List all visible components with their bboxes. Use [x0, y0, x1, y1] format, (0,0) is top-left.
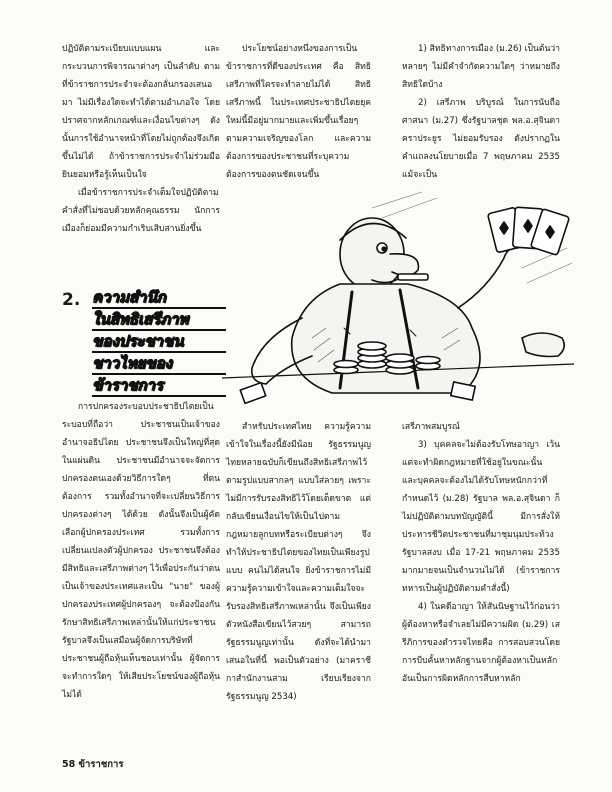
cartoon-illustration	[222, 188, 574, 410]
section-title-line: ข้าราชการ	[92, 376, 226, 397]
list-item: 3) บุคคลจะไม่ต้องรับโทษอาญา เว้นแต่จะทำผิดกฎหมายที่ใช้อยู่ในขณะนั้น และบุคคลจะต้องไม่ได้รับโทษหนักกว่าที่กำหนดไว้ (ม.28) รัฐบาล พล.อ.สุจินดา ก็ไม่ปฏิบัติตามบทบัญญัตินี้ มีการสั่งให้ประหารชีวิตประชาชนที่มาชุมนุมประท้วงรัฐบาลสงบ เมื่อ 17-21 พฤษภาคม 2535 มากมายจนเป็นจำนวนไม่ได้ (ข้าราชการทหารเป็นผู้ปฏิบัติตามคำสั่งนี้)	[402, 440, 560, 594]
list-item: 4) ในคดีอาญา ให้สันนิษฐานไว้ก่อนว่า ผู้ต้องหาหรือจำเลยไม่มีความผิด (ม.29) เสรีภิการของตำรวจไทยคือ การสอบสวนโดยการบีบคั้นหาหลักฐานจากผู้ต้องหาเป็นหลัก อันเป็นการผิดหลักการสืบหาหลัก	[402, 602, 560, 684]
page-footer	[62, 757, 123, 772]
hand-icon	[522, 333, 564, 357]
playing-cards-icon	[488, 207, 570, 255]
section-title-line: ความสำนึก	[92, 288, 226, 309]
column-top-middle	[226, 40, 371, 184]
paragraph-lead: เสรีภาพสมบูรณ์	[402, 422, 460, 432]
section-number: 2.	[62, 290, 81, 310]
paragraph: การปกครองระบอบประชาธิปไตยเป็นระบอบที่ถือว่า ประชาชนเป็นเจ้าของอำนาจอธิปไตย ประชาชนจึงเป็นใหญ่ที่สุดในแผ่นดิน ประชาชนมีอำนาจจะจัดการปกครองตนเองด้วยวิธีการใดๆ ที่ตนต้องการ รวมทั้งอำนาจที่จะเปลี่ยนวิธีการปกครองต่างๆ ได้ด้วย ดังนั้นจึงเป็นผู้คัดเลือกผู้ปกครองประเทศ รวมทั้งการเปลี่ยนแปลงตัวผู้ปกครอง ประชาชนจึงต้องมีสิทธิและเสรีภาพต่างๆ ไว้เพื่อประกันว่าตนเป็นเจ้าของประเทศและเป็น "นาย" ของผู้ปกครองประเทศผู้ปกครองๆ จะต้องป้องกันรักษาสิทธิเสรีภาพเหล่านั้นให้แก่ประชาชน รัฐบาลจึงเป็นเสมือนผู้จัดการบริษัทที่ประชาชนผู้ถือหุ้นเห็นชอบเท่านั้น ผู้จัดการจะทำการใดๆ ให้เสียประโยชน์ของผู้ถือหุ้นไม่ได้	[62, 402, 220, 700]
section-title	[92, 288, 226, 398]
paragraph: เมื่อข้าราชการประจำเต็มใจปฏิบัติตามคำสั่งที่ไม่ชอบด้วยหลักคุณธรรม นักการเมืองก็ย่อมมีความกำเริบเสิบสานยิ่งขึ้น	[62, 188, 220, 234]
page-number: 58	[62, 759, 76, 770]
column-bottom-middle	[226, 418, 371, 706]
section-title-line: ของประชาชน	[92, 332, 226, 353]
list-item: 1) สิทธิทางการเมือง (ม.26) เป็นต้นว่าหลายๆ ไม่มีคำจำกัดความใดๆ ว่าหมายถึงสิทธิใดบ้าง	[402, 44, 560, 90]
list-item: 2) เสรีภาพ บริบูรณ์ ในการนับถือศาสนา (ม.27) ซึ่งรัฐบาลชุด พล.อ.สุจินดา คราประยูร ไม่ยอมรับรอง ดังปรากฏในคำแถลงนโยบายเมื่อ 7 พฤษภาคม 2535 แม้จะเป็น	[402, 98, 560, 180]
column-top-left	[62, 40, 220, 238]
column-bottom-right	[402, 418, 560, 688]
paragraph: ประโยชน์อย่างหนึ่งของการเป็นข้าราชการที่ดีของประเทศ คือ สิทธิ เสรีภาพที่ใครจะทำลายไม่ได้ สิทธิเสรีภาพนี้ ในประเทศประชาธิปไตยยุคใหม่นี้มีอยู่มากมายและเพิ่มขึ้นเรื่อยๆ ตามความเจริญของโลก และความต้องการของประชาชนที่ระบุความต้องการของตนชัดเจนขึ้น	[226, 44, 371, 180]
paragraph: สำหรับประเทศไทย ความรู้ความเข้าใจในเรื่องนี้ยังมีน้อย รัฐธรรมนูญไทยหลายฉบับก็เขียนถึงสิทธิเสรีภาพไว้ตามรูปแบบสากลๆ แบบใส่ลายๆ เพราะไม่มีการรับรองสิทธิไว้โดยเด็ดขาด แต่กลับเขียนเงื่อนไขให้เป็นไปตามกฎหมายลูกบทหรือระเบียบต่างๆ จึงทำให้ประชาธิปไตยของไทยเป็นเพียงรูปแบบ คนไม่ได้สนใจ ยิ่งข้าราชการไม่มีความรู้ความเข้าใจและความเต็มใจจะรับรองสิทธิเสรีภาพเหล่านั้น จึงเป็นเพียงตัวหนังสือเขียนไว้สวยๆ สามารถรัฐธรรมนูญเท่านั้น ดังที่จะได้นำมาเสนอในที่นี้ พอเป็นตัวอย่าง (มาคราชีกาสำนักงานสาม เรียบเรียงจากรัฐธรรมนูญ 2534)	[226, 422, 371, 702]
section-title-line: ชาวไทยของ	[92, 354, 226, 375]
publication-name: ข้าราชการ	[78, 759, 124, 770]
section-title-line: ในสิทธิเสรีภาพ	[92, 310, 226, 331]
column-bottom-left	[62, 398, 220, 704]
paragraph: ปฏิบัติตามระเบียบแบบแผน และกระบวนการพิจารณาต่างๆ เป็นลำดับ ตามที่ข้าราชการประจำจะต้องกลั่นกรองเสนอมา ไม่มีเรื่องใดจะทำได้ตามอำเภอใจ โดยปราศจากหลักเกณฑ์และเงื่อนไขต่างๆ ดังนั้นการใช้อำนาจหน้าที่โดยไม่ถูกต้องจึงเกิดขึ้นไม่ได้ ถ้าข้าราชการประจำไม่ร่วมมือยินยอมหรือรู้เห็นเป็นใจ	[62, 44, 220, 180]
column-top-right	[402, 40, 560, 184]
